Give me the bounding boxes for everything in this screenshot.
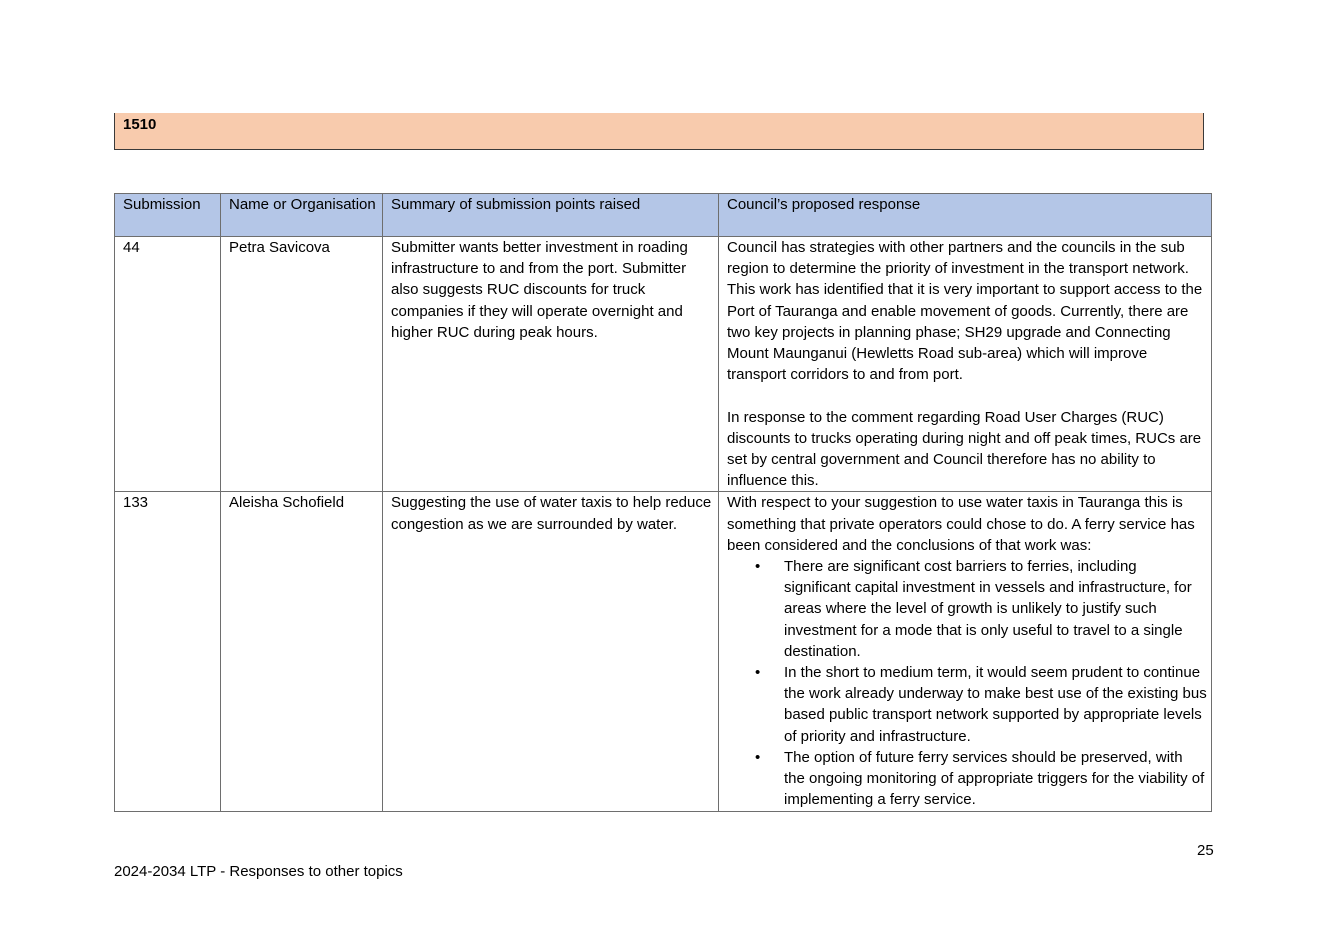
section-header-band xyxy=(114,113,1204,150)
response-paragraph: Council has strategies with other partners and the councils in the sub region to determine the priority of investment in the transport network. This work has identified that it is very important to support access to the Port of Tauranga and enable movement of goods. Currently, there are two key projects in planning phase; SH29 upgrade and Connecting Mount Maunganui (Hewletts Road sub-area) which will improve transport corridors to and from port. xyxy=(727,239,1203,384)
footer-document-title: 2024-2034 LTP - Responses to other topics xyxy=(114,863,403,880)
cell-submission-number: 133 xyxy=(115,492,221,812)
response-bullet-list xyxy=(727,556,1207,810)
list-item xyxy=(755,662,1207,747)
bullet-icon: • xyxy=(755,558,761,576)
bullet-text: The option of future ferry services should be preserved, with the ongoing monitoring of appropriate triggers for the viability of implementing a ferry service. xyxy=(784,748,1205,809)
cell-council-response xyxy=(719,492,1212,812)
table-row xyxy=(115,237,1212,492)
cell-summary: Suggesting the use of water taxis to help reduce congestion as we are surrounded by water. xyxy=(383,492,719,812)
table-header-row xyxy=(115,194,1212,237)
page-number: 25 xyxy=(1197,842,1214,859)
cell-summary: Submitter wants better investment in roading infrastructure to and from the port. Submitter also suggests RUC discounts for truck companies if they will operate overnight and higher RUC during peak hours. xyxy=(383,237,719,492)
bullet-icon: • xyxy=(755,664,761,682)
header-summary: Summary of submission points raised xyxy=(383,194,719,237)
submissions-table xyxy=(114,193,1212,812)
bullet-text: In the short to medium term, it would seem prudent to continue the work already underway to make best use of the existing bus based public transport network supported by appropriate levels of priority and infrastructure. xyxy=(784,664,1207,745)
cell-submitter-name: Aleisha Schofield xyxy=(221,492,383,812)
header-council-response: Council’s proposed response xyxy=(719,194,1212,237)
bullet-icon: • xyxy=(755,748,761,766)
bullet-text: There are significant cost barriers to ferries, including significant capital investment in vessels and infrastructure, for areas where the level of growth is unlikely to justify such investment for a mode that is only useful to travel to a single destination. xyxy=(784,558,1192,660)
section-header-label: 1510 xyxy=(123,116,157,133)
table-row xyxy=(115,492,1212,812)
header-submission: Submission xyxy=(115,194,221,237)
list-item xyxy=(755,747,1207,811)
response-paragraph: In response to the comment regarding Road User Charges (RUC) discounts to trucks operating during night and off peak times, RUCs are set by central government and Council therefore has no ability to influence this. xyxy=(727,408,1202,490)
header-name-organisation: Name or Organisation xyxy=(221,194,383,237)
cell-submission-number: 44 xyxy=(115,237,221,492)
list-item xyxy=(755,556,1207,662)
response-intro: With respect to your suggestion to use water taxis in Tauranga this is something that private operators could chose to do. A ferry service has been considered and the conclusions of that work was: xyxy=(727,494,1195,554)
cell-council-response xyxy=(719,237,1212,492)
cell-submitter-name: Petra Savicova xyxy=(221,237,383,492)
